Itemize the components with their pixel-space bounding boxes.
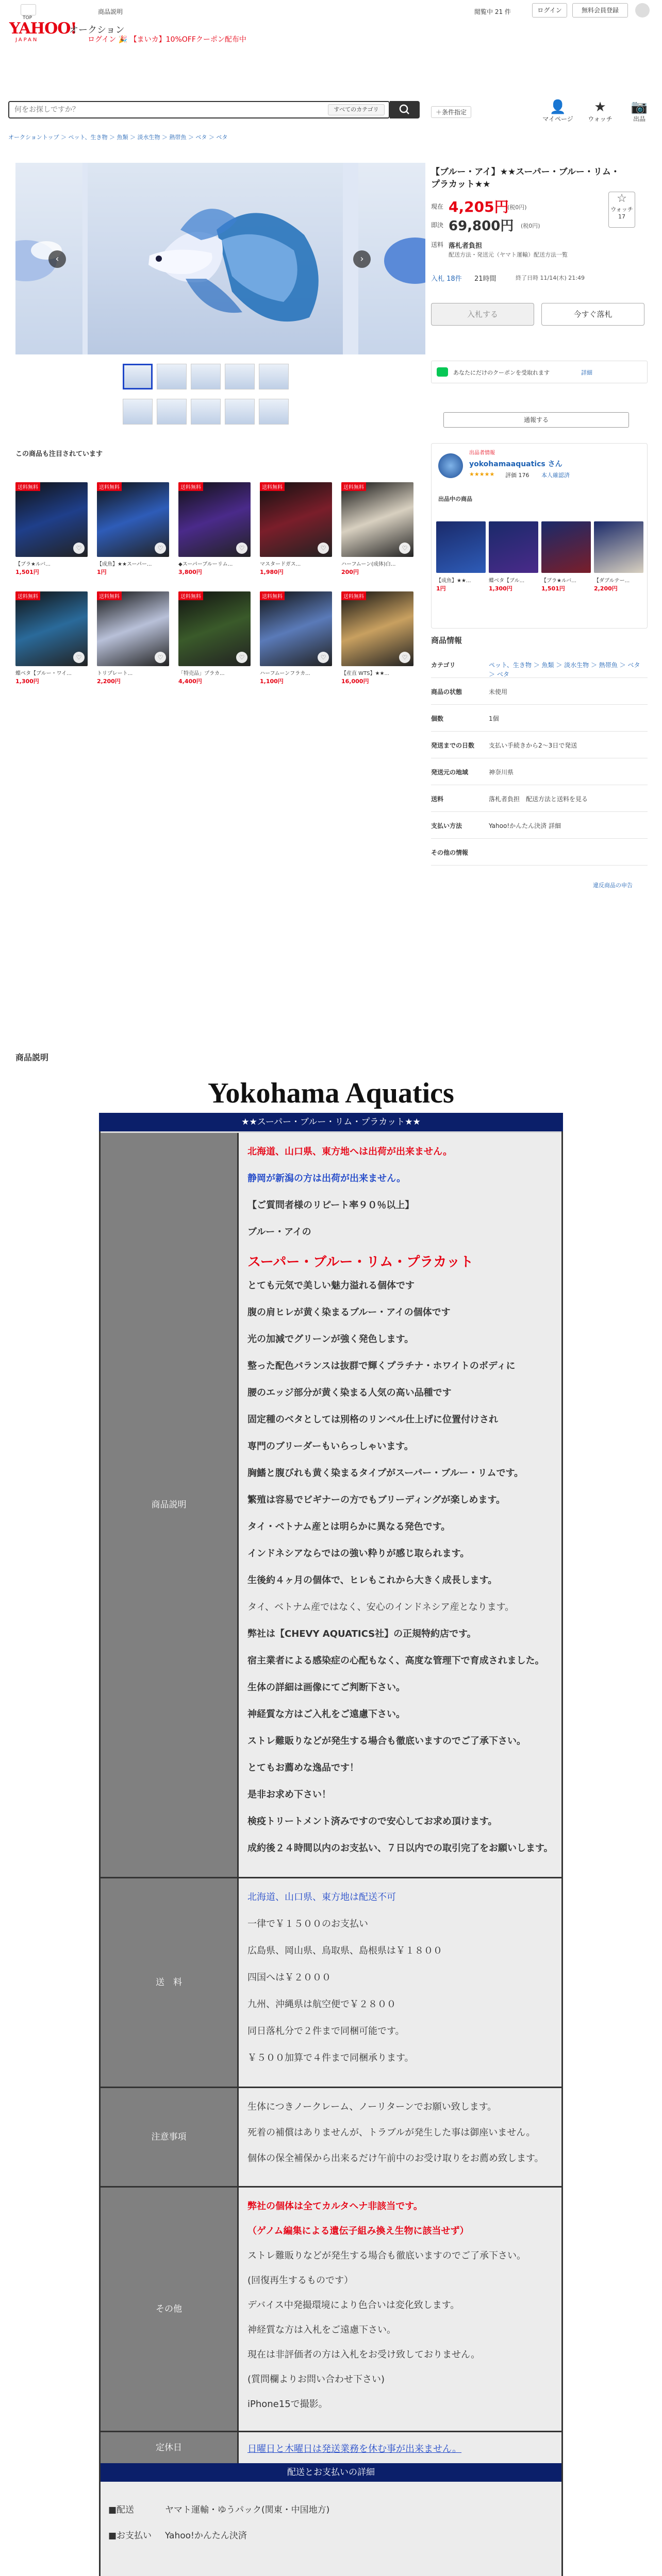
avatar[interactable] (635, 3, 650, 18)
description-line: 広島県、岡山県、鳥取県、島根県は￥１８００ (247, 1945, 442, 1956)
description-line: 九州、沖縄県は航空便で￥２８００ (247, 1999, 396, 2010)
seller-item-label[interactable]: 蝶ベタ【ブル... (489, 578, 525, 584)
description-line: 弊社は【CHEVY AQUATICS社】の正規特約店です。 (247, 1629, 476, 1639)
seller-item-image[interactable] (489, 521, 538, 573)
related-item-label[interactable]: トリプレート... (97, 671, 133, 676)
seller-item-image[interactable] (436, 521, 486, 573)
report-violation-link[interactable]: 違反商品の申告 (593, 882, 633, 889)
heart-icon[interactable]: ♡ (318, 543, 329, 554)
related-item-label[interactable]: ハーフムーン(成体)白... (341, 562, 396, 567)
spec-row (431, 787, 648, 812)
spec-key: 発送元の地域 (431, 769, 469, 776)
seller-item-label[interactable]: 【ブラ★ルバ... (541, 578, 576, 584)
related-item-image[interactable] (15, 591, 88, 666)
betta-fish-illustration (88, 163, 343, 354)
description-line: 腹の肩ヒレが黄く染まるブルー・アイの個体です (247, 1307, 451, 1318)
gallery-thumbnail[interactable] (157, 399, 187, 425)
spec-value: 未使用 (489, 688, 508, 696)
watch-button-label: ウォッチ (610, 206, 633, 213)
description-line: 固定種のベタとしては別格のリンベル仕上げに位置付けされ (247, 1414, 498, 1425)
description-line: 静岡が新潟の方は出荷が出来ません。 (247, 1173, 406, 1184)
advanced-search-link[interactable]: ＋条件指定 (431, 106, 471, 118)
seller-item-label[interactable]: 【成魚】★★... (436, 578, 471, 584)
promo-line[interactable]: ログイン 🎉 【まいカ】10%OFFクーポン配布中 (88, 36, 246, 44)
gallery-prev-button[interactable]: ‹ (48, 250, 66, 268)
description-line: 腰のエッジ部分が黄く染まる人気の高い品種です (247, 1387, 452, 1398)
seller-stars: ★★★★★ (469, 471, 495, 478)
free-shipping-tag: 送料無料 (341, 591, 366, 600)
main-product-image[interactable] (88, 163, 343, 354)
seller-item-price: 2,200円 (594, 585, 618, 592)
seller-item-price: 1,300円 (489, 585, 512, 592)
spec-value: 1個 (489, 715, 499, 722)
description-line: 是非お求め下さい！ (247, 1789, 331, 1800)
seller-avatar[interactable] (438, 453, 463, 478)
related-item-price: 1,501円 (15, 569, 39, 575)
gallery-thumbnail[interactable] (225, 364, 255, 389)
related-item-price: 4,400円 (178, 678, 202, 685)
ship-method: ヤマト運輸・ゆうパック(関東・中国地方) (165, 2505, 330, 2515)
spec-key: その他の情報 (431, 849, 469, 856)
star-icon: ☆ (617, 192, 627, 205)
description-line: 繁殖は容易でビギナーの方でもブリーディングが楽しめます。 (247, 1495, 506, 1505)
gallery-thumbnail[interactable] (191, 399, 221, 425)
line-icon (437, 367, 448, 377)
seller-verified: 本人確認済 (541, 472, 570, 479)
person-icon: 👤 (549, 99, 567, 115)
heart-icon[interactable]: ♡ (318, 652, 329, 663)
description-line: 整った配色バランスは抜群で輝くプラチナ・ホワイトのボディに (247, 1361, 516, 1371)
shipping-value: 落札者負担 (449, 242, 483, 250)
seller-name[interactable]: yokohamaaquatics さん (469, 460, 562, 468)
end-date: 終了日時 11/14(木) 21:49 (516, 275, 585, 281)
free-shipping-tag: 送料無料 (260, 591, 285, 600)
free-shipping-tag: 送料無料 (15, 591, 40, 600)
description-line: 生体の詳細は画像にてご判断下さい。 (247, 1682, 405, 1693)
gallery-next-button[interactable]: › (353, 250, 371, 268)
free-shipping-tag: 送料無料 (260, 482, 285, 491)
description-line: インドネシアならではの強い粋りが感じ取られます。 (247, 1548, 470, 1559)
related-item-label[interactable]: マスタードガス... (260, 562, 301, 567)
free-shipping-tag: 送料無料 (97, 591, 122, 600)
related-item-image[interactable] (260, 591, 332, 666)
description-line: 生後約４ヶ月の個体で、ヒレもこれから大きく成長します。 (247, 1575, 498, 1586)
spec-value[interactable]: ペット、生き物 ＞ 魚類 ＞ 淡水生物 ＞ 熱帯魚 ＞ ベタ ＞ ベタ (489, 662, 640, 678)
payment-method: Yahoo!かんたん決済 (165, 2531, 247, 2541)
watch-label: ウォッチ (588, 115, 613, 123)
row-label: 定休日 (101, 2432, 237, 2463)
gallery-thumbnail[interactable] (259, 399, 289, 425)
row-label: その他 (101, 2188, 237, 2431)
spec-value: 支払い手続きから2〜3日で発送 (489, 742, 577, 749)
seller-item-image[interactable] (541, 521, 591, 573)
description-heading: 商品説明 (15, 1053, 49, 1062)
related-item-image[interactable] (15, 482, 88, 557)
description-line: 弊社の個体は全てカルタヘナ非該当です。 (247, 2201, 423, 2212)
description-line: ￥５００加算で４件まで同梱承ります。 (247, 2053, 414, 2063)
free-shipping-tag: 送料無料 (341, 482, 366, 491)
watch-button[interactable] (608, 192, 635, 228)
gallery-thumbnail[interactable] (123, 364, 153, 389)
description-line: 現在は非評価者の方は入札をお受け致しておりません。 (247, 2349, 481, 2360)
bid-count[interactable]: 入札 18件 (431, 275, 462, 283)
description-line: (回復再生するものです） (247, 2275, 354, 2286)
related-item-price: 1,980円 (260, 569, 284, 575)
related-item-image[interactable] (178, 482, 251, 557)
seller-item-price: 1円 (436, 585, 446, 592)
row-label: 送 料 (101, 1878, 237, 2087)
description-line: （ゲノム編集による遺伝子組み換え生物に該当せず） (247, 2226, 469, 2236)
description-line: 個体の保全補保から出来るだけ午前中のお受け取りをお薦め致します。 (247, 2153, 544, 2164)
related-item-price: 1,300円 (15, 678, 39, 685)
search-icon (390, 101, 420, 118)
related-item-image[interactable] (260, 482, 332, 557)
heart-icon[interactable]: ♡ (236, 543, 247, 554)
product-info-title: 商品情報 (431, 636, 462, 645)
report-button[interactable]: 通報する (443, 412, 629, 428)
seller-item-price: 1,501円 (541, 585, 565, 592)
description-line: (質問欄よりお問い合わせ下さい) (247, 2374, 385, 2385)
related-item-label[interactable]: ◆スーパーブルーリム... (178, 562, 233, 567)
coupon-text: あなたにだけのクーポンを受取れます (453, 369, 550, 376)
description-line: とてもお薦めな逸品です！ (247, 1762, 359, 1773)
seller-rating[interactable]: 評価 176 (505, 472, 529, 479)
spec-value: 神奈川県 (489, 769, 514, 776)
heart-icon[interactable]: ♡ (73, 543, 85, 554)
free-shipping-tag: 送料無料 (15, 482, 40, 491)
description-line: 胸鰭と腹びれも黄く染まるタイプがスーパー・ブルー・リムです。 (247, 1468, 524, 1479)
description-line: 死着の補償はありませんが、トラブルが発生した事は御座いません。 (247, 2127, 536, 2138)
spec-row (431, 841, 648, 866)
seller-items-label: 出品中の商品 (438, 496, 472, 502)
buy-now-button[interactable]: 今すぐ落札 (541, 303, 644, 326)
related-item-label[interactable]: 蝶ベタ【ブルー・ワイ... (15, 671, 72, 676)
related-item-image[interactable] (341, 591, 413, 666)
related-item-label[interactable]: 「特売品」プラカ... (178, 671, 225, 676)
bid-tax: (税0円) (507, 204, 527, 211)
spec-row (431, 814, 648, 839)
related-item-label[interactable]: 【成魚】★★スーパー... (97, 562, 152, 567)
gallery-thumbnail[interactable] (225, 399, 255, 425)
heart-icon[interactable]: ♡ (399, 543, 410, 554)
sell-button[interactable] (624, 100, 655, 123)
description-line: タイ、ベトナム産ではなく、安心のインドネシア産となります。 (247, 1602, 515, 1613)
logo-japan: JAPAN (15, 37, 39, 43)
bid-label: 現在 (431, 203, 444, 210)
description-line: 北海道、山口県、東方地は配送不可 (247, 1892, 396, 1903)
mypage-label: マイページ (542, 115, 573, 123)
logo-service: オークション (69, 25, 125, 36)
search-scope-select[interactable]: すべてのカテゴリ (328, 104, 385, 115)
description-line: 検疫トリートメント済みですので安心してお求め頂けます。 (247, 1816, 498, 1827)
row-label: 注意事項 (101, 2088, 237, 2186)
description-line: 神経質な方は入札をご遠慮下さい。 (247, 2325, 396, 2335)
star-icon: ★ (594, 99, 606, 115)
description-line: 北海道、山口県、東方地へは出荷が出来ません。 (247, 1146, 453, 1157)
seller-item-image[interactable] (594, 521, 643, 573)
top-label[interactable]: TOP (23, 15, 32, 21)
spec-row (431, 707, 648, 732)
spec-key: 支払い方法 (431, 822, 462, 829)
heart-icon[interactable]: ♡ (399, 652, 410, 663)
spec-row (431, 760, 648, 785)
camera-icon: 📷 (631, 99, 648, 115)
spec-row (431, 680, 648, 705)
related-title: この商品も注目されています (15, 450, 103, 458)
related-item-price: 2,200円 (97, 678, 121, 685)
heart-icon[interactable]: ♡ (73, 652, 85, 663)
description-line: ブルー・アイの (247, 1227, 311, 1238)
spec-key: 個数 (431, 715, 444, 722)
description-line: 【ご質問者様のリピート率９０％以上】 (247, 1200, 415, 1211)
breadcrumb[interactable]: オークショントップ ＞ ペット、生き物 ＞ 魚類 ＞ 淡水生物 ＞ 熱帯魚 ＞ ベタ ＞ ベタ (8, 134, 228, 141)
description-line: 宿主業者による感染症の心配もなく、高度な管理下で育成されました。 (247, 1655, 544, 1666)
shipping-note[interactable]: 配送方法・発送元（ヤマト運輸）配送方法一覧 (449, 251, 568, 258)
buy-tax: (税0円) (521, 223, 540, 229)
description-line: 神経質な方はご入札をご遠慮下さい。 (247, 1709, 405, 1720)
top-bar (0, 0, 662, 25)
image-gallery[interactable] (15, 163, 425, 354)
mypage-button[interactable] (542, 100, 573, 123)
seller-label: 出品者情報 (469, 450, 495, 456)
time-left: 21時間 (474, 275, 496, 283)
free-shipping-tag: 送料無料 (178, 591, 203, 600)
buy-label: 即決 (431, 222, 444, 229)
related-item-price: 200円 (341, 569, 359, 575)
buyout-price: 69,800円 (449, 218, 514, 234)
heart-icon[interactable]: ♡ (236, 652, 247, 663)
free-shipping-tag: 送料無料 (178, 482, 203, 491)
related-item-price: 3,800円 (178, 569, 202, 575)
spec-row (431, 653, 648, 678)
description-line: 成約後２４時間以内のお支払い、７日以内での取引完了をお願いします。 (247, 1843, 553, 1854)
description-line: 一律で￥１５００のお支払い (247, 1919, 368, 1929)
coupon-link[interactable]: 詳細 (581, 369, 592, 376)
spec-key: カテゴリ (431, 662, 456, 669)
description-line: とても元気で美しい魅力溢れる個体です (247, 1280, 415, 1291)
payment-label: ■お支払い (108, 2531, 152, 2541)
signup-button[interactable]: 無料会員登録 (572, 3, 628, 18)
description-line: iPhone15で撮影。 (247, 2399, 328, 2410)
watchlist-button[interactable] (585, 100, 616, 123)
related-item-image[interactable] (178, 591, 251, 666)
search-button[interactable] (390, 101, 420, 118)
watch-count: 17 (618, 213, 625, 220)
related-item-price: 1,100円 (260, 678, 284, 685)
related-item-image[interactable] (97, 591, 169, 666)
gallery-thumbnail[interactable] (259, 364, 289, 389)
ship-method-label: ■配送 (108, 2505, 135, 2515)
description-line: タイ・ベトナム産とは明らかに異なる発色です。 (247, 1521, 451, 1532)
description-line: 生体につきノークレーム、ノーリターンでお願い致します。 (247, 2102, 497, 2112)
spec-key: 商品の状態 (431, 688, 462, 696)
description-line: ストレ難販りなどが発生する場合も徹底いますのでご了承下さい。 (247, 1736, 526, 1747)
related-item-label[interactable]: 【産直 WTS】★★... (341, 671, 389, 676)
description-line: 四国へは￥２０００ (247, 1972, 331, 1983)
holiday-line: 日曜日と木曜日は発送業務を休む事が出来ません。 (247, 2444, 462, 2454)
description-line: デバイス中発撮環境により色合いは変化致します。 (247, 2300, 460, 2311)
related-item-image[interactable] (341, 482, 413, 557)
bid-button[interactable]: 入札する (431, 303, 534, 326)
heart-icon[interactable]: ♡ (155, 543, 166, 554)
free-shipping-tag: 送料無料 (97, 482, 122, 491)
coupon-box[interactable] (431, 361, 648, 383)
shipping-label: 送料 (431, 241, 444, 248)
row-label: 商品説明 (101, 1133, 237, 1877)
related-item-label[interactable]: ハーフムーンフラカ... (260, 671, 310, 676)
brand-name: Yokohama Aquatics (208, 1077, 454, 1109)
related-item-price: 16,000円 (341, 678, 369, 685)
watcher-count: 閲覧中 21 件 (474, 8, 511, 15)
home-icon[interactable] (21, 4, 36, 15)
login-button[interactable]: ログイン (532, 3, 567, 18)
spec-key: 発送までの日数 (431, 742, 475, 749)
gallery-thumbnail[interactable] (123, 399, 153, 425)
spec-value[interactable]: 落札者負担 配送方法と送料を見る (489, 795, 588, 803)
description-line: 専門のブリーダーもいらっしゃいます。 (247, 1441, 413, 1452)
description-line: ストレ難販りなどが発生する場合も徹底いますのでご了承下さい。 (247, 2250, 526, 2261)
nav-description[interactable]: 商品説明 (98, 8, 123, 15)
sell-label: 出品 (633, 115, 646, 123)
heart-icon[interactable]: ♡ (155, 652, 166, 663)
related-item-label[interactable]: 【ブラ★ルバ... (15, 562, 51, 567)
description-line: 同日落札分で２件まで同梱可能です。 (247, 2026, 405, 2037)
spec-row (431, 734, 648, 758)
product-title: 【ブルー・アイ】★★スーパー・ブルー・リム・プラカット★★ (431, 167, 620, 190)
spec-value[interactable]: Yahoo!かんたん決済 詳細 (489, 822, 561, 829)
yahoo-logo[interactable]: YAHOO! (9, 20, 77, 38)
gallery-thumbnail[interactable] (157, 364, 187, 389)
shipping-payment-bar: 配送とお支払いの詳細 (101, 2463, 561, 2482)
related-item-price: 1円 (97, 569, 107, 575)
current-price: 4,205円 (449, 198, 509, 215)
gallery-thumbnail[interactable] (191, 364, 221, 389)
related-item-image[interactable] (97, 482, 169, 557)
description-line: スーパー・ブルー・リム・プラカット (247, 1255, 474, 1270)
description-title-bar: ★★スーパー・ブルー・リム・プラカット★★ (99, 1113, 563, 1131)
seller-item-label[interactable]: 【ダブルテー... (594, 578, 630, 584)
description-line: 光の加減でグリーンが強く発色します。 (247, 1334, 414, 1345)
spec-key: 送料 (431, 795, 444, 803)
